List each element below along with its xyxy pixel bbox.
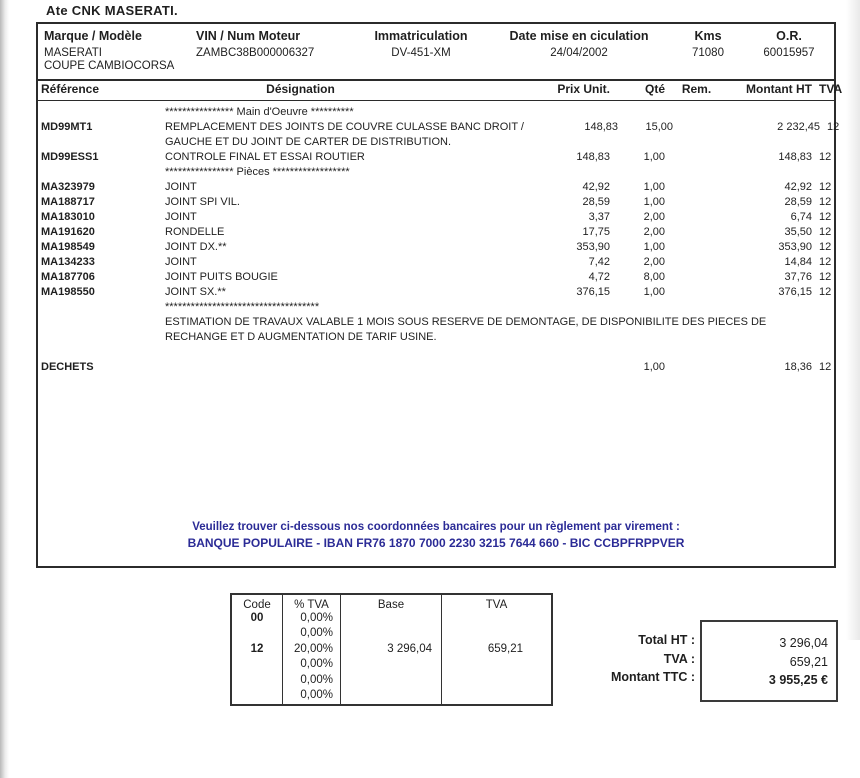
cell-montant-ht: 28,59 [784, 196, 812, 208]
bank-notice [38, 521, 834, 550]
cell-qte: 1,00 [643, 361, 665, 373]
cell-reference [38, 105, 165, 120]
vat-cell-base [340, 611, 441, 627]
cell-designation [165, 345, 516, 360]
table-row [38, 195, 834, 210]
cell-rem [665, 300, 728, 315]
cell-prix-unit: 4,72 [588, 271, 610, 283]
vat-cell-tva [441, 611, 551, 627]
vehicle-header-vin: VIN / Num Moteur [196, 29, 301, 43]
cell-reference [38, 315, 165, 330]
cell-rem [665, 255, 728, 270]
cell-qte: 1,00 [643, 241, 665, 253]
montant-ttc-label: Montant TTC : [610, 670, 695, 684]
cell-qte [610, 105, 665, 120]
cell-reference: MA198550 [41, 286, 95, 298]
cell-prix-unit [516, 300, 610, 315]
cell-prix-unit [516, 105, 610, 120]
cell-rem [665, 240, 728, 255]
cell-qte: 1,00 [643, 196, 665, 208]
cell-tva [812, 165, 838, 180]
cell-tva [812, 300, 838, 315]
vat-cell-pct: 0,00% [282, 673, 340, 689]
cell-designation: GAUCHE ET DU JOINT DE CARTER DE DISTRIBUTION. [165, 136, 452, 148]
cell-prix-unit: 17,75 [582, 226, 610, 238]
cell-qte: 2,00 [643, 226, 665, 238]
cell-reference: MA188717 [41, 196, 95, 208]
items-header-row [38, 82, 843, 96]
cell-tva [812, 330, 838, 345]
vat-cell-base: 3 296,04 [340, 642, 441, 658]
cell-rem [665, 105, 728, 120]
items-header-qte: Qté [644, 82, 665, 96]
cell-reference [38, 300, 165, 315]
invoice-main-box [36, 22, 843, 568]
table-row [38, 105, 834, 120]
total-ht-label: Total HT : [638, 633, 695, 647]
cell-rem [665, 225, 728, 240]
cell-tva: 12 [819, 256, 832, 268]
vehicle-header-immatriculation: Immatriculation [374, 29, 468, 43]
vehicle-value-vin: ZAMBC38B000006327 [196, 47, 315, 59]
cell-reference: MA187706 [41, 271, 95, 283]
table-row [38, 240, 834, 255]
cell-rem [665, 180, 728, 195]
vat-cell-pct: 0,00% [282, 626, 340, 642]
cell-tva: 12 [819, 241, 832, 253]
table-row [38, 135, 834, 150]
vat-header-pct: % TVA [282, 595, 340, 615]
vehicle-value-modele: COUPE CAMBIOCORSA [44, 60, 175, 72]
table-row [38, 315, 834, 330]
cell-designation: **************** Main d'Oeuvre ********** [165, 106, 354, 118]
cell-tva: 12 [827, 121, 840, 133]
table-row [38, 210, 834, 225]
cell-qte [610, 165, 665, 180]
vat-cell-code [232, 673, 282, 689]
cell-qte: 1,00 [643, 181, 665, 193]
cell-tva: 12 [819, 211, 832, 223]
cell-montant-ht: 2 232,45 [777, 121, 820, 133]
table-row [38, 300, 834, 315]
cell-prix-unit: 42,92 [582, 181, 610, 193]
vat-header-code: Code [243, 599, 271, 611]
cell-tva: 12 [819, 271, 832, 283]
cell-rem [665, 270, 728, 285]
cell-qte [610, 345, 665, 360]
vehicle-value-marque: MASERATI [44, 47, 102, 59]
table-row [38, 360, 834, 375]
cell-reference: MD99ESS1 [41, 151, 99, 163]
vehicle-header-kms: Kms [694, 29, 722, 43]
table-row [38, 165, 834, 180]
cell-tva: 12 [819, 196, 832, 208]
vehicle-header-date: Date mise en ciculation [509, 29, 649, 43]
vat-cell-tva [441, 688, 551, 704]
vehicle-header-or: O.R. [776, 29, 802, 43]
cell-designation: REMPLACEMENT DES JOINTS DE COUVRE CULASSE BANC DROIT / [165, 121, 524, 133]
cell-prix-unit [516, 360, 610, 375]
cell-qte: 8,00 [643, 271, 665, 283]
cell-prix-unit: 353,90 [576, 241, 610, 253]
vat-cell-base [340, 657, 441, 673]
cell-designation: JOINT PUITS BOUGIE [165, 271, 278, 283]
cell-designation: **************** Pièces ****************** [165, 166, 350, 178]
vat-cell-code [232, 688, 282, 704]
cell-designation: RECHANGE ET D AUGMENTATION DE TARIF USINE. [165, 331, 437, 343]
cell-rem [673, 120, 736, 135]
table-row [38, 345, 834, 360]
tva-value: 659,21 [789, 654, 828, 669]
vehicle-value-kms: 71080 [692, 47, 724, 59]
cell-designation: JOINT SPI VIL. [165, 196, 240, 208]
table-row [38, 285, 834, 300]
cell-tva [812, 105, 838, 120]
cell-qte: 2,00 [643, 256, 665, 268]
cell-designation [165, 360, 516, 375]
tva-label: TVA : [663, 651, 695, 666]
cell-reference: MA183010 [41, 211, 95, 223]
cell-tva: 12 [819, 151, 832, 163]
vat-cell-pct: 0,00% [282, 657, 340, 673]
items-header-designation: Désignation [266, 82, 335, 96]
cell-prix-unit [766, 315, 860, 330]
cell-prix-unit: 376,15 [576, 286, 610, 298]
scan-edge-left [0, 0, 9, 778]
vat-cell-code: 00 [250, 611, 264, 624]
cell-designation: JOINT DX.** [165, 241, 227, 253]
cell-reference: MD99MT1 [41, 121, 93, 133]
bank-iban-line: BANQUE POPULAIRE - IBAN FR76 1870 7000 2230 3215 7644 660 - BIC CCBPFRPPVER [187, 536, 685, 550]
document-title: Ate CNK MASERATI. [46, 3, 178, 18]
cell-designation: ESTIMATION DE TRAVAUX VALABLE 1 MOIS SOUS RESERVE DE DEMONTAGE, DE DISPONIBILITE DES PIECES DE [165, 316, 767, 328]
cell-montant-ht: 6,74 [790, 211, 812, 223]
vat-cell-code: 12 [250, 642, 264, 655]
items-header-prix-unit: Prix Unit. [557, 82, 610, 96]
items-header-montant-ht: Montant HT [746, 82, 812, 96]
table-row [38, 150, 834, 165]
cell-rem [665, 135, 728, 150]
cell-tva [812, 345, 838, 360]
cell-rem [665, 150, 728, 165]
montant-ttc-value: 3 955,25 € [768, 673, 828, 687]
items-table-body [38, 105, 840, 375]
cell-reference [38, 330, 165, 345]
cell-rem [665, 360, 728, 375]
cell-montant-ht: 37,76 [784, 271, 812, 283]
vehicle-value-or: 60015957 [763, 47, 815, 59]
items-header-rem: Rem. [681, 82, 712, 96]
cell-qte [610, 300, 665, 315]
cell-montant-ht [728, 330, 812, 345]
items-header-tva: TVA [819, 82, 843, 96]
vat-header-base: Base [340, 595, 441, 615]
table-row [38, 270, 834, 285]
cell-reference: MA134233 [41, 256, 95, 268]
vehicle-value-immatriculation: DV-451-XM [391, 47, 451, 59]
cell-prix-unit [516, 135, 610, 150]
cell-reference: DECHETS [41, 361, 94, 373]
cell-reference: MA191620 [41, 226, 95, 238]
cell-rem [665, 285, 728, 300]
separator-thin [36, 100, 836, 101]
vehicle-value-date: 24/04/2002 [550, 47, 608, 59]
cell-montant-ht [728, 300, 812, 315]
cell-designation: ************************************ [165, 301, 320, 313]
separator-thick [36, 79, 836, 81]
cell-montant-ht [728, 135, 812, 150]
vat-cell-pct: 20,00% [282, 642, 340, 658]
vehicle-info-values-row [38, 47, 834, 59]
total-ht-value: 3 296,04 [779, 636, 828, 650]
items-header-reference: Référence [41, 82, 100, 96]
cell-montant-ht: 353,90 [778, 241, 812, 253]
vat-cell-base [340, 673, 441, 689]
vat-cell-tva: 659,21 [441, 642, 551, 658]
table-row [38, 120, 840, 135]
table-row [38, 330, 834, 345]
vat-cell-pct: 0,00% [282, 611, 340, 627]
cell-rem [665, 195, 728, 210]
cell-rem [665, 165, 728, 180]
vat-cell-pct: 0,00% [282, 688, 340, 704]
cell-reference [38, 165, 165, 180]
cell-montant-ht: 42,92 [784, 181, 812, 193]
vat-cell-code [232, 657, 282, 673]
cell-montant-ht [728, 105, 812, 120]
bank-notice-line1: Veuillez trouver ci-dessous nos coordonnées bancaires pour un règlement par virement : [192, 521, 680, 533]
cell-tva: 12 [819, 286, 832, 298]
cell-qte [610, 135, 665, 150]
cell-designation: CONTROLE FINAL ET ESSAI ROUTIER [165, 151, 365, 163]
cell-designation: JOINT [165, 211, 197, 223]
cell-tva [812, 135, 838, 150]
vat-cell-code [232, 626, 282, 642]
cell-reference [38, 345, 165, 360]
vehicle-header-marque: Marque / Modèle [44, 29, 142, 43]
cell-prix-unit: 7,42 [588, 256, 610, 268]
vat-cell-base [340, 688, 441, 704]
cell-designation: JOINT [165, 181, 197, 193]
cell-reference [38, 135, 165, 150]
cell-qte [610, 330, 665, 345]
table-row [38, 225, 834, 240]
vat-cell-base [340, 626, 441, 642]
vat-header-tva: TVA [441, 595, 551, 615]
cell-montant-ht [728, 345, 812, 360]
cell-designation: JOINT [165, 256, 197, 268]
cell-designation: RONDELLE [165, 226, 225, 238]
cell-tva: 12 [819, 226, 832, 238]
cell-rem [665, 210, 728, 225]
cell-designation: JOINT SX.** [165, 286, 226, 298]
cell-montant-ht [728, 165, 812, 180]
cell-qte: 1,00 [643, 151, 665, 163]
cell-prix-unit: 148,83 [584, 121, 618, 133]
table-row [38, 180, 834, 195]
cell-reference: MA198549 [41, 241, 95, 253]
cell-prix-unit: 148,83 [576, 151, 610, 163]
cell-qte: 2,00 [643, 211, 665, 223]
vehicle-info-header-row [38, 24, 834, 43]
cell-prix-unit [516, 345, 610, 360]
cell-rem [665, 345, 728, 360]
totals-labels [480, 631, 695, 687]
cell-prix-unit: 3,37 [588, 211, 610, 223]
cell-reference: MA323979 [41, 181, 95, 193]
cell-montant-ht: 148,83 [778, 151, 812, 163]
cell-prix-unit [516, 330, 610, 345]
cell-tva: 12 [819, 181, 832, 193]
table-row [38, 255, 834, 270]
cell-montant-ht: 376,15 [778, 286, 812, 298]
cell-qte: 15,00 [645, 121, 673, 133]
totals-values-box [700, 620, 838, 702]
cell-tva: 12 [819, 361, 832, 373]
cell-montant-ht: 18,36 [784, 361, 812, 373]
cell-prix-unit [516, 165, 610, 180]
cell-montant-ht: 14,84 [784, 256, 812, 268]
cell-qte: 1,00 [643, 286, 665, 298]
cell-prix-unit: 28,59 [582, 196, 610, 208]
cell-rem [665, 330, 728, 345]
cell-montant-ht: 35,50 [784, 226, 812, 238]
